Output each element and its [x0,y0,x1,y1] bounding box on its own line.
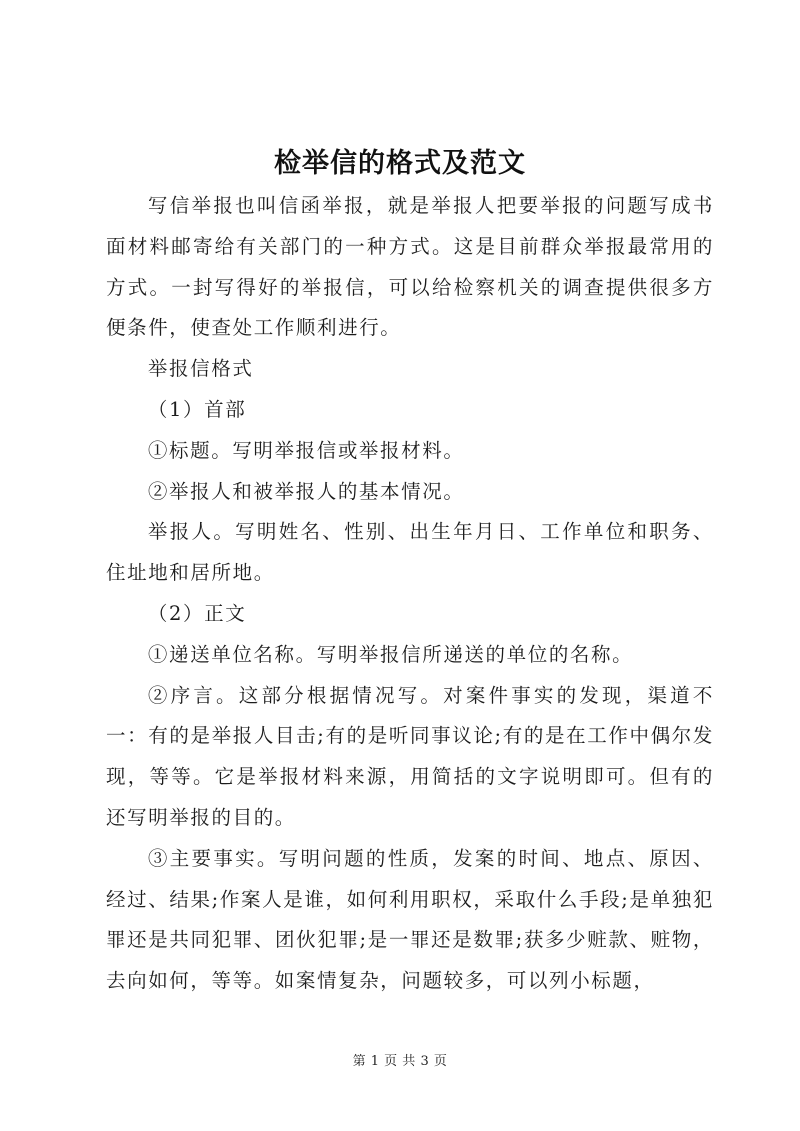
page-number-footer: 第 1 页 共 3 页 [352,1054,448,1069]
paragraph-item-title: ①标题。写明举报信或举报材料。 [147,438,465,462]
paragraph-item-recipient: ①递送单位名称。写明举报信所递送的单位的名称。 [147,642,634,666]
paragraph-item-facts: ③主要事实。写明问题的性质，发案的时间、地点、原因、经过、结果;作案人是谁，如何利用职权，采取什么手段;是单独犯罪还是共同犯罪、团伙犯罪;是一罪还是数罪;获多少赃款、赃物，去向如何，等等。如案情复杂，问题较多，可以列小标题， [106,846,714,993]
paragraph-section-body: （2）正文 [147,601,247,625]
document-body [106,186,714,1002]
document-title: 检举信的格式及范文 [274,148,526,179]
paragraph-format-heading: 举报信格式 [147,357,254,381]
paragraph-section-header: （1）首部 [147,397,247,421]
paragraph-intro: 写信举报也叫信函举报，就是举报人把要举报的问题写成书面材料邮寄给有关部门的一种方式。这是目前群众举报最常用的方式。一封写得好的举报信，可以给检察机关的调查提供很多方便条件，使查处工作顺利进行。 [106,194,714,340]
paragraph-reporter-info: 举报人。写明姓名、性别、出生年月日、工作单位和职务、住址地和居所地。 [106,520,714,585]
paragraph-item-preface: ②序言。这部分根据情况写。对案件事实的发现，渠道不一：有的是举报人目击;有的是听同事议论;有的是在工作中偶尔发现，等等。它是举报材料来源，用简括的文字说明即可。但有的还写明举报的目的。 [106,683,714,829]
paragraph-item-parties: ②举报人和被举报人的基本情况。 [147,479,465,503]
